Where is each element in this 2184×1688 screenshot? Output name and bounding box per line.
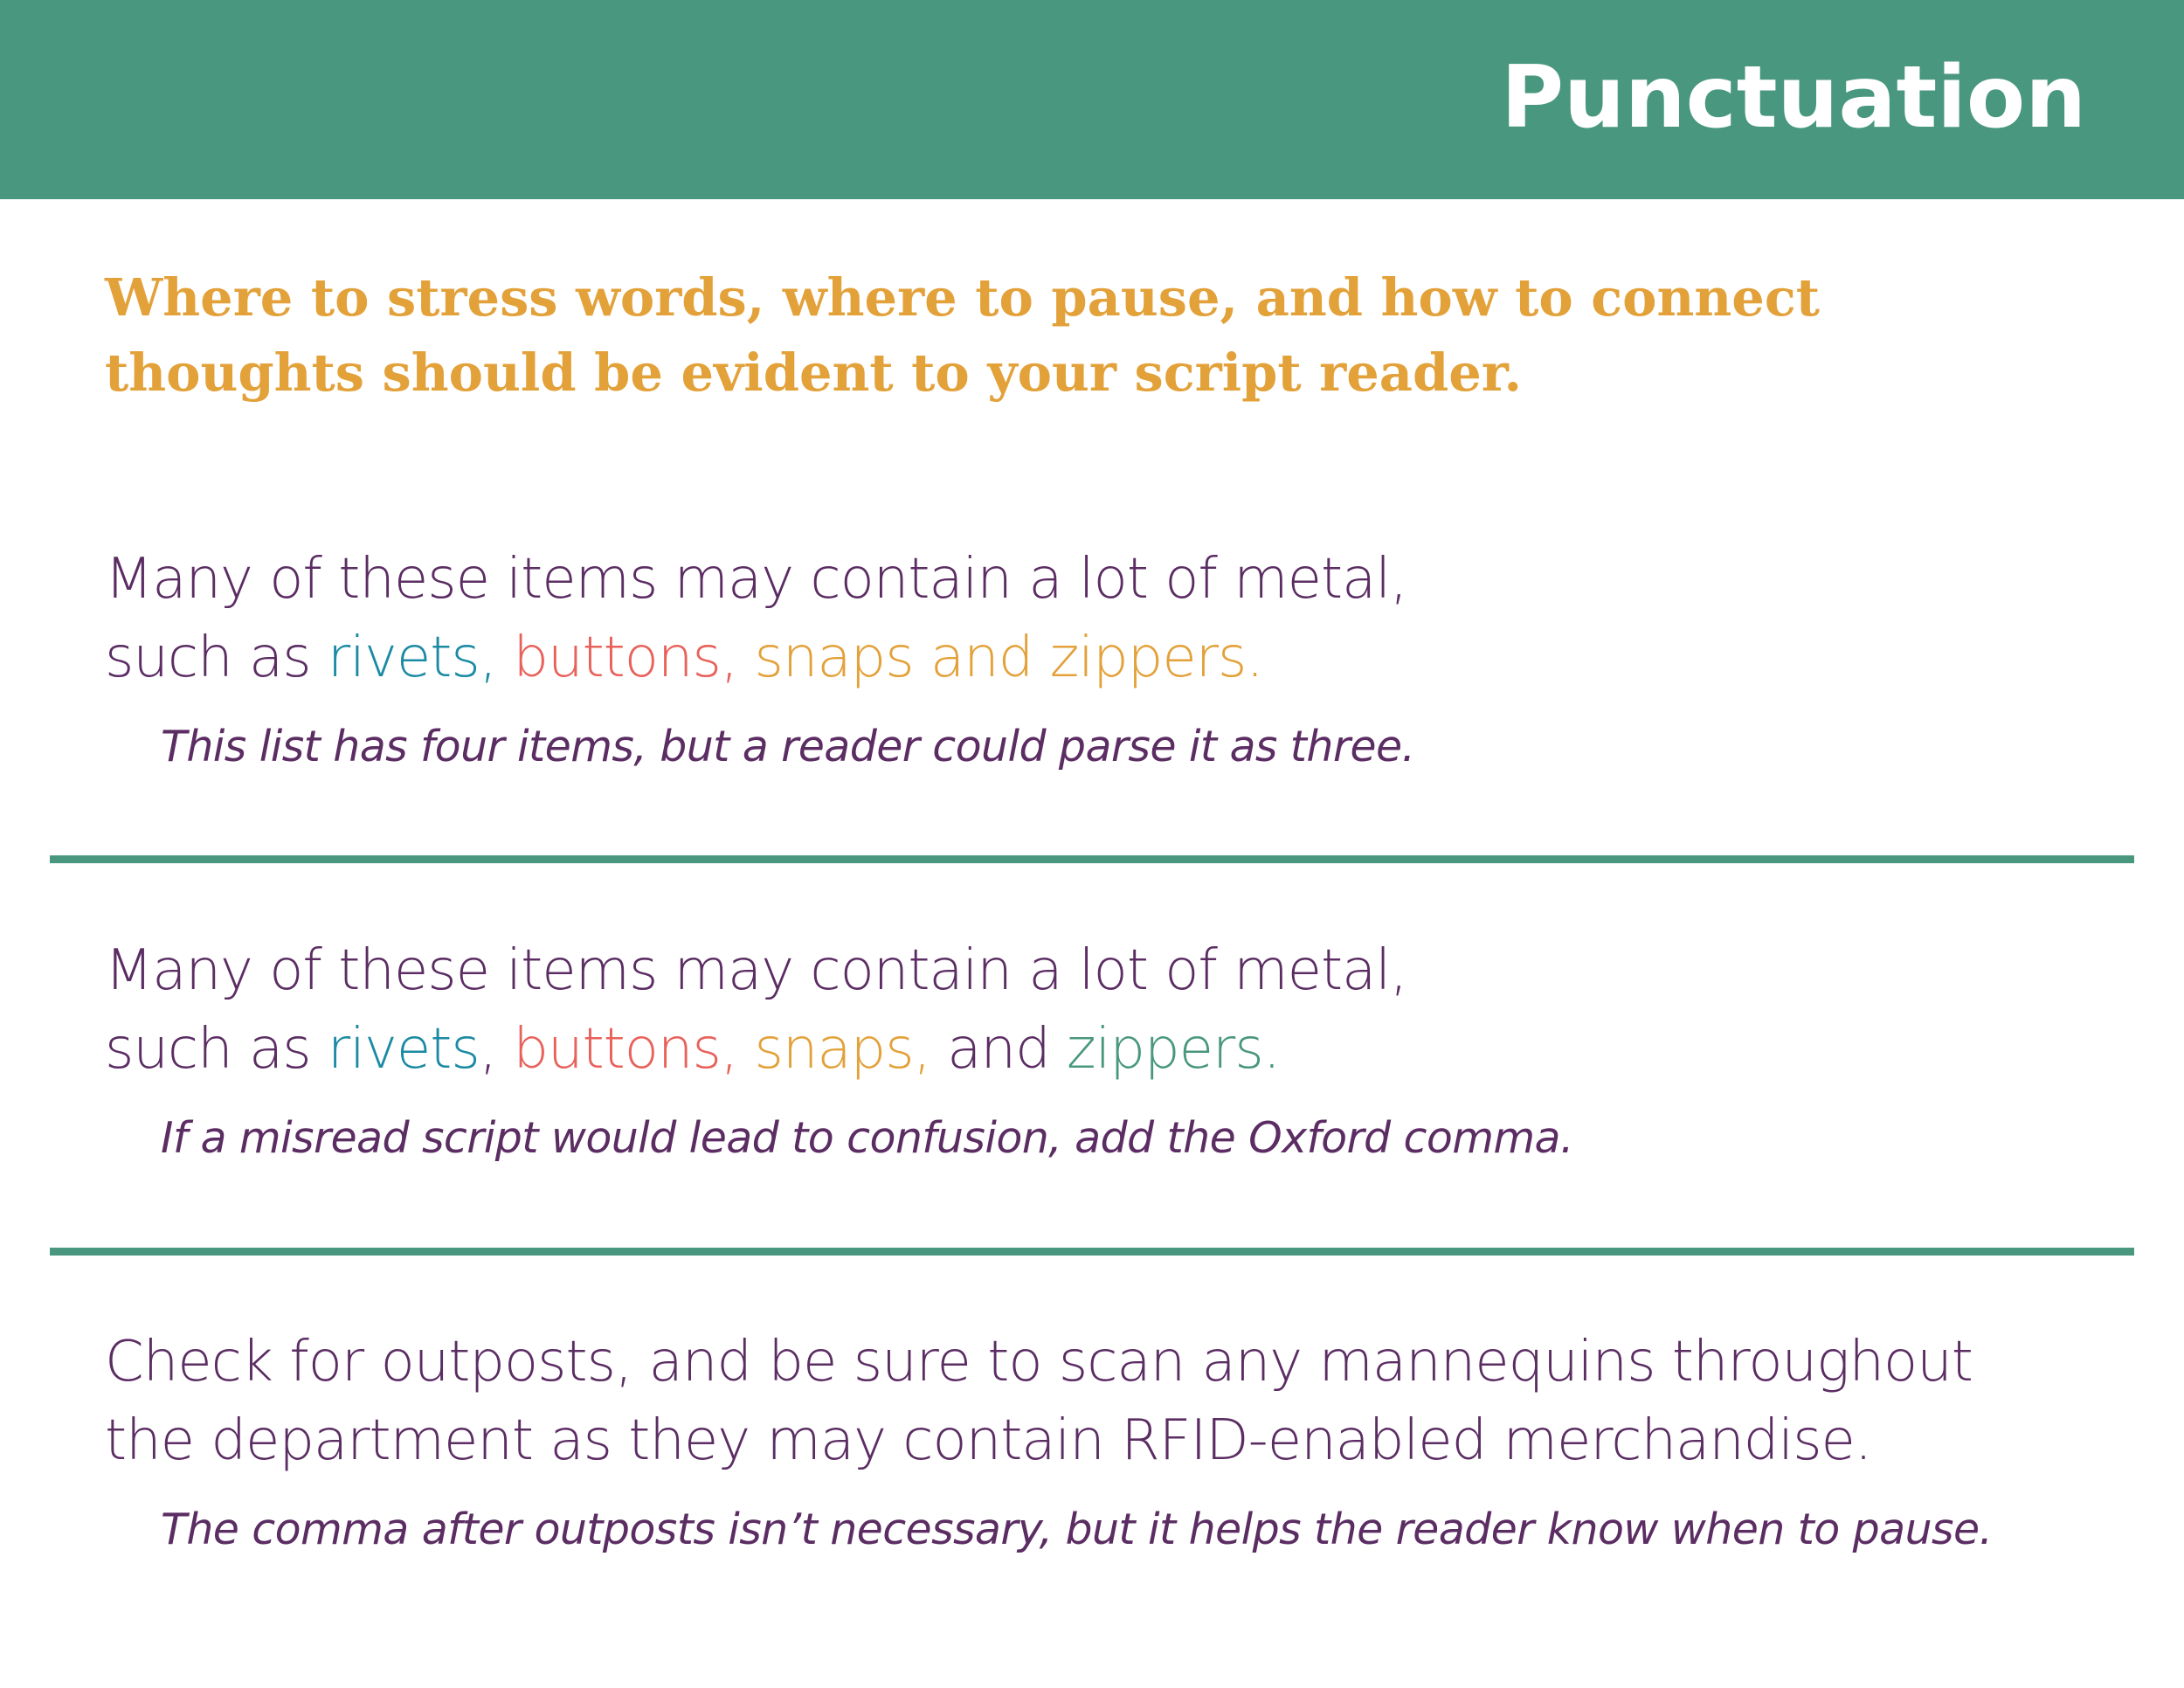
example-3-note: The comma after outposts isn’t necessary, but it helps the reader know when to pause.: [161, 1505, 1993, 1554]
example-2-note: If a misread script would lead to confusion, add the Oxford comma.: [161, 1113, 1573, 1163]
example-2-item-zippers: zippers.: [1067, 1017, 1281, 1082]
example-2-prefix: such as: [105, 1017, 328, 1082]
example-1-item-snaps-zippers: snaps and zippers.: [737, 626, 1263, 690]
example-2-item-snaps: snaps,: [737, 1017, 930, 1082]
header-band: [0, 0, 2184, 199]
example-2-comma: ,: [479, 1017, 514, 1082]
example-1-prefix: such as: [105, 626, 328, 690]
intro-line-2: thoughts should be evident to your script reader.: [105, 342, 1523, 403]
example-1-line-2: [105, 619, 2114, 697]
page-title: Punctuation: [1501, 48, 2086, 148]
example-2-line-2: [105, 1010, 2114, 1089]
example-2-item-buttons: buttons,: [513, 1017, 738, 1082]
example-four-items-no-oxford-comma: [105, 540, 2114, 774]
divider-rule-1: [50, 855, 2134, 863]
example-2-line-1: Many of these items may contain a lot of metal,: [105, 938, 1407, 1003]
example-1-note: This list has four items, but a reader could parse it as three.: [161, 722, 1415, 771]
example-2-item-rivets: rivets: [327, 1017, 480, 1082]
example-1-item-rivets: rivets,: [327, 626, 497, 690]
divider-rule-2: [50, 1248, 2134, 1256]
example-3-line-1: Check for outposts, and be sure to scan any mannequins throughout: [105, 1330, 1973, 1394]
example-1-line-1: Many of these items may contain a lot of metal,: [105, 547, 1407, 612]
example-1-item-buttons: buttons,: [496, 626, 738, 690]
example-oxford-comma: [105, 931, 2114, 1166]
intro-statement: [105, 260, 2044, 411]
intro-line-1: Where to stress words, where to pause, and how to connect: [105, 267, 1821, 328]
example-3-line-2: the department as they may contain RFID-enabled merchandise.: [105, 1408, 1872, 1473]
example-2-and: and: [930, 1017, 1068, 1082]
example-pause-comma: [105, 1323, 2114, 1557]
